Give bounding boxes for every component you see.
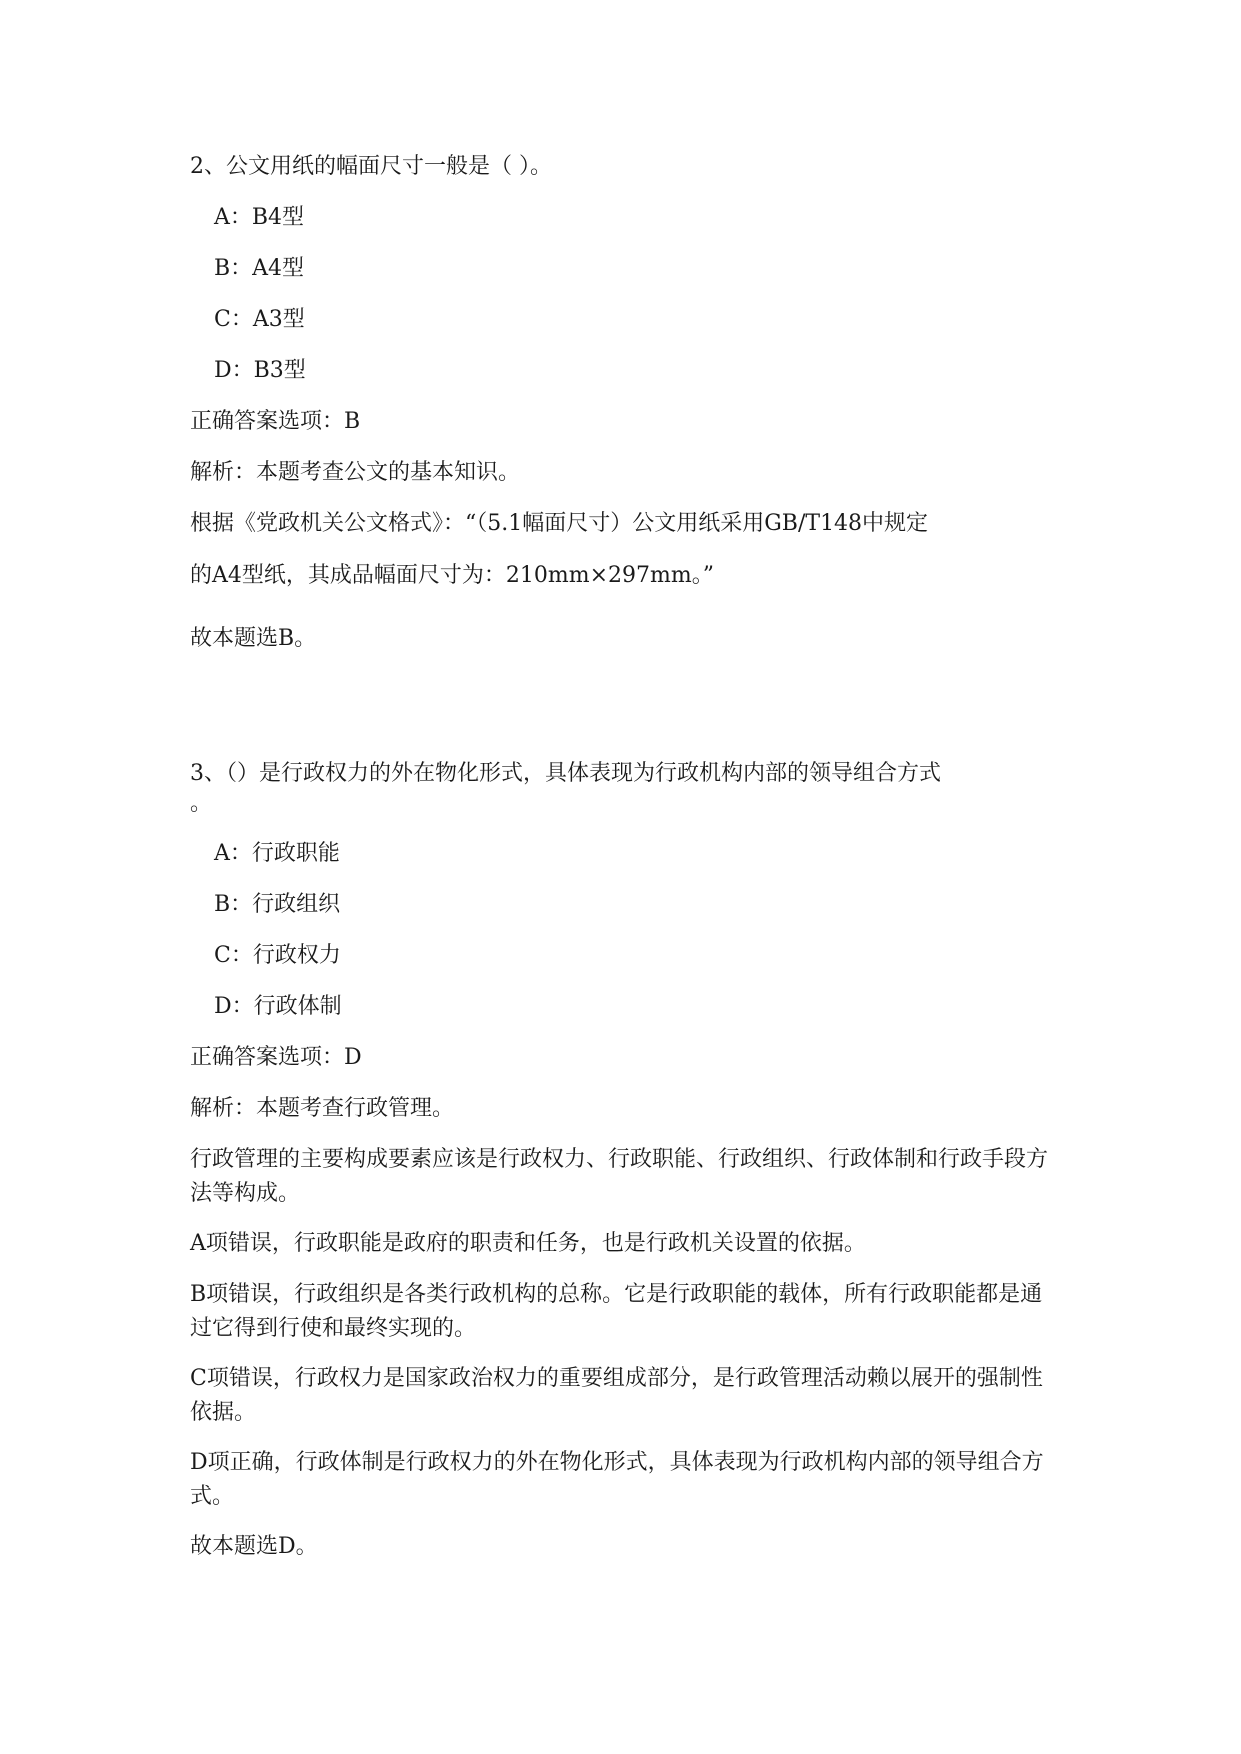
question-3-option-c: C：行政权力 <box>214 943 341 968</box>
question-2-option-c: C：A3型 <box>214 307 305 332</box>
question-3-paragraph-3: B项错误，行政组织是各类行政机构的总称。它是行政职能的载体，所有行政职能都是通过它得到行使和最终实现的。 <box>190 1282 1043 1341</box>
question-2-stem: 2、公文用纸的幅面尺寸一般是（ ）。 <box>190 154 552 179</box>
question-3-answer: 正确答案选项：D <box>190 1045 362 1070</box>
question-3-paragraph-2: A项错误，行政职能是政府的职责和任务，也是行政机关设置的依据。 <box>190 1231 866 1256</box>
question-3-stem-line-1: 3、（）是行政权力的外在物化形式，具体表现为行政机构内部的领导组合方式 <box>190 761 941 786</box>
question-3-stem-line-2: 。 <box>190 791 213 816</box>
question-2-option-b: B：A4型 <box>214 256 305 281</box>
question-3-paragraph-5: D项正确，行政体制是行政权力的外在物化形式，具体表现为行政机构内部的领导组合方式。 <box>190 1450 1044 1509</box>
question-3-conclusion: 故本题选D。 <box>190 1534 318 1559</box>
question-2-analysis-line-1: 根据《党政机关公文格式》：“（5.1幅面尺寸）公文用纸采用GB/T148中规定 <box>190 511 929 536</box>
question-3-paragraph-1: 行政管理的主要构成要素应该是行政权力、行政职能、行政组织、行政体制和行政手段方法等构成。 <box>190 1147 1049 1206</box>
question-2-conclusion: 故本题选B。 <box>190 626 317 651</box>
question-2-analysis-intro: 解析：本题考查公文的基本知识。 <box>190 460 521 485</box>
question-2-option-a: A：B4型 <box>214 205 305 230</box>
question-2-answer: 正确答案选项：B <box>190 409 361 434</box>
question-3-option-a: A：行政职能 <box>214 841 340 866</box>
question-2-analysis-line-2: 的A4型纸，其成品幅面尺寸为：210mm×297mm。” <box>190 563 714 588</box>
question-3-option-b: B：行政组织 <box>214 892 341 917</box>
question-2-option-d: D：B3型 <box>214 358 306 383</box>
question-3-paragraph-4: C项错误，行政权力是国家政治权力的重要组成部分，是行政管理活动赖以展开的强制性依据。 <box>190 1366 1043 1425</box>
question-3-analysis-intro: 解析：本题考查行政管理。 <box>190 1096 455 1121</box>
question-3-option-d: D：行政体制 <box>214 994 342 1019</box>
